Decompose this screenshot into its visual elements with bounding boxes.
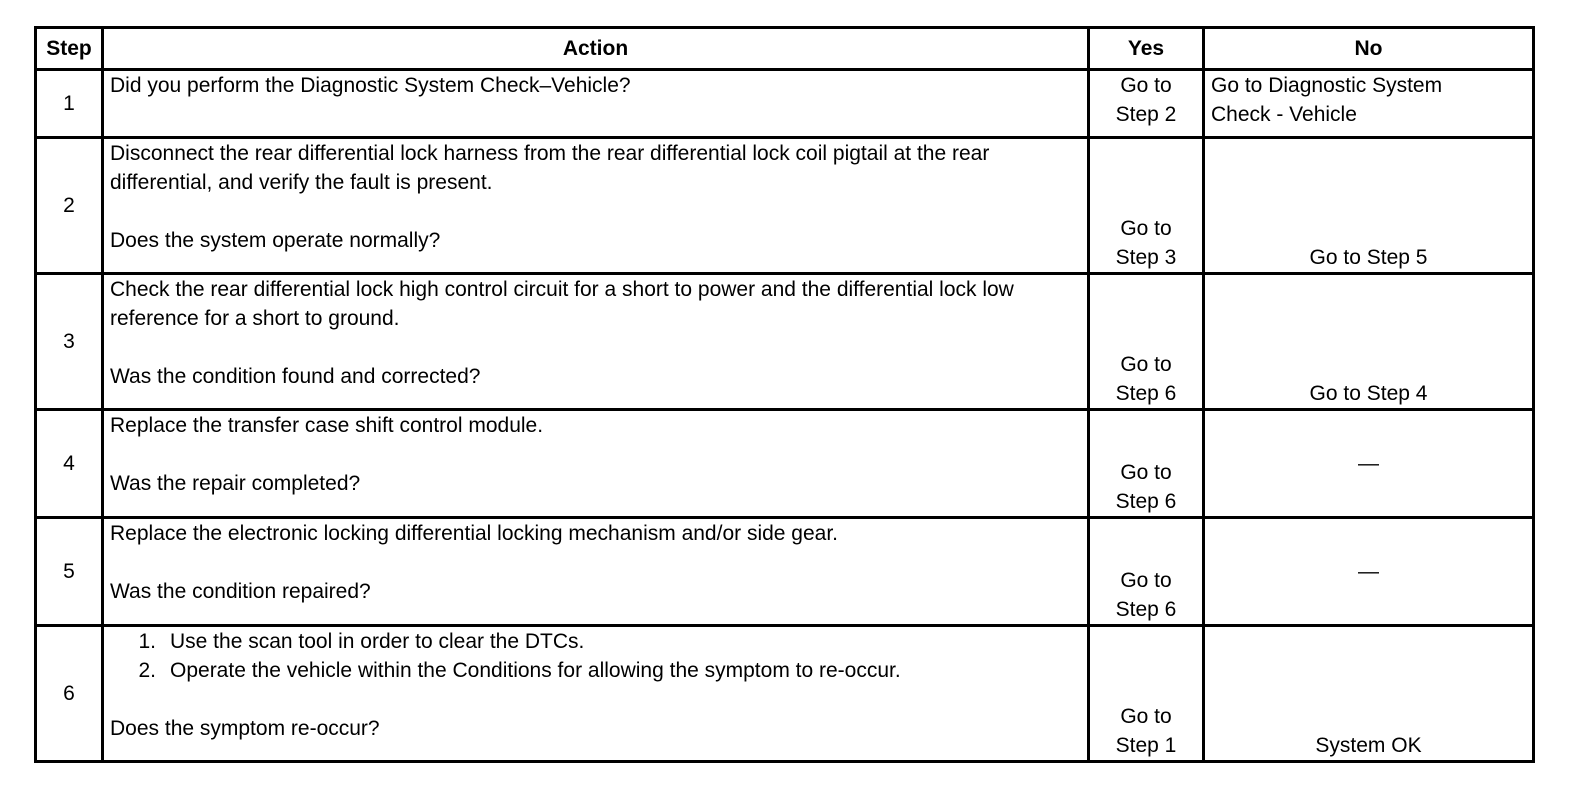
yes-cell <box>1089 518 1204 626</box>
action-question: Was the repair completed? <box>110 472 361 495</box>
step-number: 2 <box>36 138 103 274</box>
step-number: 6 <box>36 626 103 762</box>
action-question: Was the condition repaired? <box>110 580 371 603</box>
spacer <box>110 333 1081 362</box>
table-row <box>36 518 1534 626</box>
yes-cell <box>1089 70 1204 138</box>
yes-line2: Step 3 <box>1115 246 1177 269</box>
action-question: Does the system operate normally? <box>110 229 441 252</box>
spacer <box>110 548 1081 577</box>
no-cell: Go to Step 4 <box>1204 274 1534 410</box>
spacer <box>110 685 1081 714</box>
action-text: Disconnect the rear differential lock harness from the rear differential lock coil pigtail at the rear differential, and verify the fault is present. <box>110 142 990 194</box>
table-row <box>36 274 1534 410</box>
table-row <box>36 410 1534 518</box>
no-cell: Go to Step 5 <box>1204 138 1534 274</box>
header-row <box>36 28 1534 70</box>
action-cell <box>103 518 1089 626</box>
procedure-list <box>110 627 1081 685</box>
list-item-number: 2. <box>138 659 156 682</box>
step-number: 4 <box>36 410 103 518</box>
yes-line2: Step 6 <box>1115 382 1177 405</box>
yes-line1: Go to <box>1120 461 1172 484</box>
list-item-number: 1. <box>138 630 156 653</box>
diagnostic-table <box>34 26 1535 763</box>
no-cell: — <box>1204 410 1534 518</box>
yes-cell <box>1089 138 1204 274</box>
action-question: Does the symptom re-occur? <box>110 717 380 740</box>
action-cell <box>103 70 1089 138</box>
list-item <box>138 627 1081 656</box>
no-cell: — <box>1204 518 1534 626</box>
header-yes: Yes <box>1089 28 1204 70</box>
no-line1: Go to Diagnostic System <box>1211 74 1443 97</box>
action-cell <box>103 626 1089 762</box>
step-number: 1 <box>36 70 103 138</box>
no-cell: System OK <box>1204 626 1534 762</box>
list-item-text: Use the scan tool in order to clear the DTCs. <box>170 630 585 653</box>
yes-line1: Go to <box>1120 705 1172 728</box>
yes-line2: Step 2 <box>1115 103 1177 126</box>
yes-line1: Go to <box>1120 569 1172 592</box>
yes-line2: Step 6 <box>1115 598 1177 621</box>
table-row <box>36 70 1534 138</box>
yes-line1: Go to <box>1120 353 1172 376</box>
action-question: Was the condition found and corrected? <box>110 365 481 388</box>
spacer <box>110 197 1081 226</box>
action-text: Did you perform the Diagnostic System Check–Vehicle? <box>110 74 631 97</box>
action-cell <box>103 410 1089 518</box>
header-step: Step <box>36 28 103 70</box>
step-number: 5 <box>36 518 103 626</box>
action-cell <box>103 138 1089 274</box>
no-cell <box>1204 70 1534 138</box>
yes-line1: Go to <box>1120 74 1172 97</box>
table-row <box>36 626 1534 762</box>
step-number: 3 <box>36 274 103 410</box>
list-item <box>138 656 1081 685</box>
table-row <box>36 138 1534 274</box>
yes-cell <box>1089 410 1204 518</box>
spacer <box>110 440 1081 469</box>
yes-line1: Go to <box>1120 217 1172 240</box>
yes-line2: Step 1 <box>1115 734 1177 757</box>
action-text: Replace the transfer case shift control module. <box>110 414 544 437</box>
yes-cell <box>1089 626 1204 762</box>
header-action: Action <box>103 28 1089 70</box>
no-line2: Check - Vehicle <box>1211 103 1357 126</box>
action-cell <box>103 274 1089 410</box>
action-text: Replace the electronic locking differential locking mechanism and/or side gear. <box>110 522 839 545</box>
yes-cell <box>1089 274 1204 410</box>
list-item-text: Operate the vehicle within the Conditions for allowing the symptom to re-occur. <box>170 659 901 682</box>
action-text: Check the rear differential lock high control circuit for a short to power and the differential lock low reference for a short to ground. <box>110 278 1014 330</box>
yes-line2: Step 6 <box>1115 490 1177 513</box>
header-no: No <box>1204 28 1534 70</box>
